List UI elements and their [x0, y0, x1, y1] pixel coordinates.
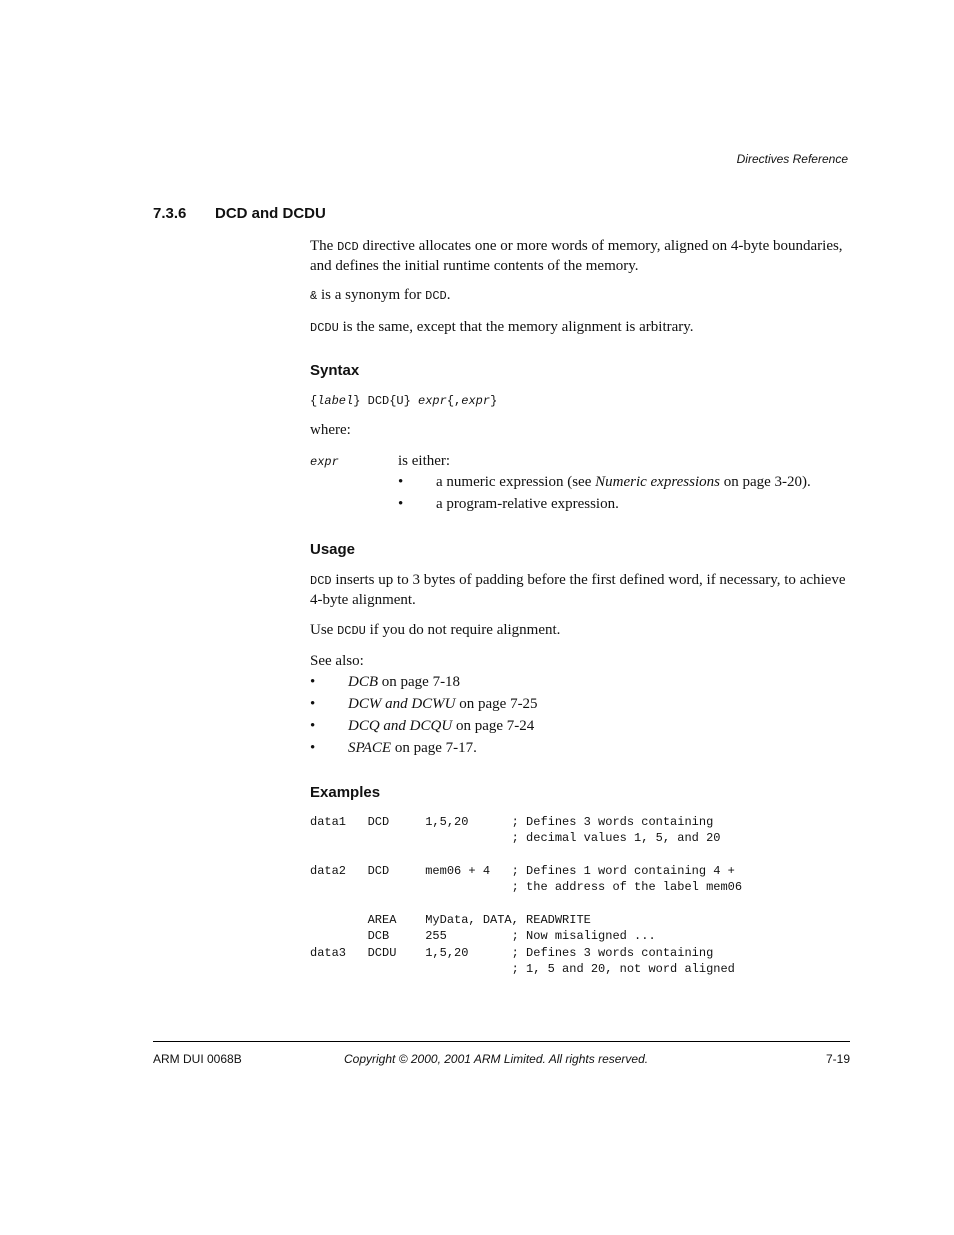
bullet-icon: •: [310, 740, 316, 756]
xref-dcw-dcwu[interactable]: DCW and DCWU: [348, 696, 456, 712]
bullet2-text: a program-relative expression.: [436, 496, 619, 512]
intro-p2-end: .: [446, 287, 451, 303]
xref-numeric-expressions[interactable]: Numeric expressions: [595, 474, 720, 490]
code-line: data1 DCD 1,5,20 ; Defines 3 words containing: [310, 815, 714, 829]
section-title: DCD and DCDU: [215, 205, 326, 222]
intro-paragraph-2: [310, 286, 850, 306]
syntax-heading: [310, 361, 850, 381]
usage-heading: [310, 540, 850, 560]
code-dcd: DCD: [310, 574, 332, 588]
bullet-icon: •: [310, 674, 316, 690]
intro-paragraph-3: [310, 318, 850, 338]
footer-page-number: 7-19: [825, 1052, 850, 1066]
syntax-sep: {,: [446, 394, 462, 408]
code-line: ; 1, 5 and 20, not word aligned: [310, 962, 735, 976]
xref-dcb[interactable]: DCB: [348, 674, 378, 690]
intro-paragraph-1: [310, 237, 850, 276]
term-expr-desc: is either:: [398, 453, 451, 469]
usage-p2-lead: Use: [310, 622, 338, 638]
syntax-expr1: expr: [418, 394, 447, 408]
syntax-line: [310, 392, 850, 411]
bullet1-pre: a numeric expression (see: [436, 474, 596, 490]
code-line: data3 DCDU 1,5,20 ; Defines 3 words containing: [310, 946, 714, 960]
term-expr: expr: [310, 455, 339, 469]
syntax-open: {: [310, 394, 318, 408]
syntax-mid: } DCD{U}: [353, 394, 419, 408]
code-line: DCB 255 ; Now misaligned ...: [310, 929, 656, 943]
code-line: data2 DCD mem06 + 4 ; Defines 1 word containing 4 +: [310, 864, 735, 878]
syntax-where: where:: [310, 422, 351, 438]
code-dcdu: DCDU: [310, 321, 339, 335]
usage-paragraph-1: [310, 571, 850, 610]
intro-p1-text: directive allocates one or more words of memory, aligned on 4-byte boundaries, and defines the initial runtime contents of the memory.: [310, 238, 843, 274]
bullet1-post: on page 3-20).: [719, 474, 811, 490]
running-header: Directives Reference: [736, 152, 848, 166]
code-dcd: DCD: [337, 240, 359, 254]
ref-page-text: on page 7-18: [378, 674, 461, 690]
code-line: ; the address of the label mem06: [310, 880, 743, 894]
footer-copyright: Copyright © 2000, 2001 ARM Limited. All rights reserved.: [344, 1052, 649, 1066]
bullet-icon: •: [398, 474, 404, 490]
xref-dcq-dcqu[interactable]: DCQ and DCQU: [348, 718, 453, 734]
usage-heading-text: Usage: [310, 541, 356, 558]
examples-heading: [310, 783, 850, 803]
ref-page-text: on page 7-17.: [391, 740, 477, 756]
examples-heading-text: Examples: [310, 784, 381, 801]
footer-doc-id: ARM DUI 0068B: [153, 1052, 242, 1066]
syntax-heading-text: Syntax: [310, 362, 360, 379]
intro-p2-text: is a synonym for: [317, 287, 426, 303]
bullet-icon: •: [398, 496, 404, 512]
bullet-icon: •: [310, 718, 316, 734]
syntax-close: }: [490, 394, 498, 408]
code-ampersand: &: [310, 289, 318, 303]
section-number: 7.3.6: [153, 205, 187, 222]
usage-p2-text: if you do not require alignment.: [365, 622, 561, 638]
bullet-icon: •: [310, 696, 316, 712]
syntax-expr2: expr: [461, 394, 491, 408]
intro-p3-text: is the same, except that the memory alignment is arbitrary.: [338, 319, 694, 335]
syntax-label: label: [317, 394, 354, 408]
see-also-label: See also:: [310, 653, 364, 669]
code-line: AREA MyData, DATA, READWRITE: [310, 913, 591, 927]
usage-p1-text: inserts up to 3 bytes of padding before the first defined word, if necessary, to achieve 4-byte alignment.: [310, 572, 846, 608]
code-line: ; decimal values 1, 5, and 20: [310, 831, 721, 845]
section-heading: [153, 205, 326, 222]
code-dcdu: DCDU: [337, 624, 366, 638]
footer-rule: [153, 1041, 850, 1042]
ref-page-text: on page 7-24: [452, 718, 535, 734]
intro-p1-lead: The: [310, 238, 338, 254]
ref-page-text: on page 7-25: [455, 696, 538, 712]
code-dcd: DCD: [425, 289, 447, 303]
usage-paragraph-2: [310, 621, 850, 641]
xref-space[interactable]: SPACE: [348, 740, 392, 756]
